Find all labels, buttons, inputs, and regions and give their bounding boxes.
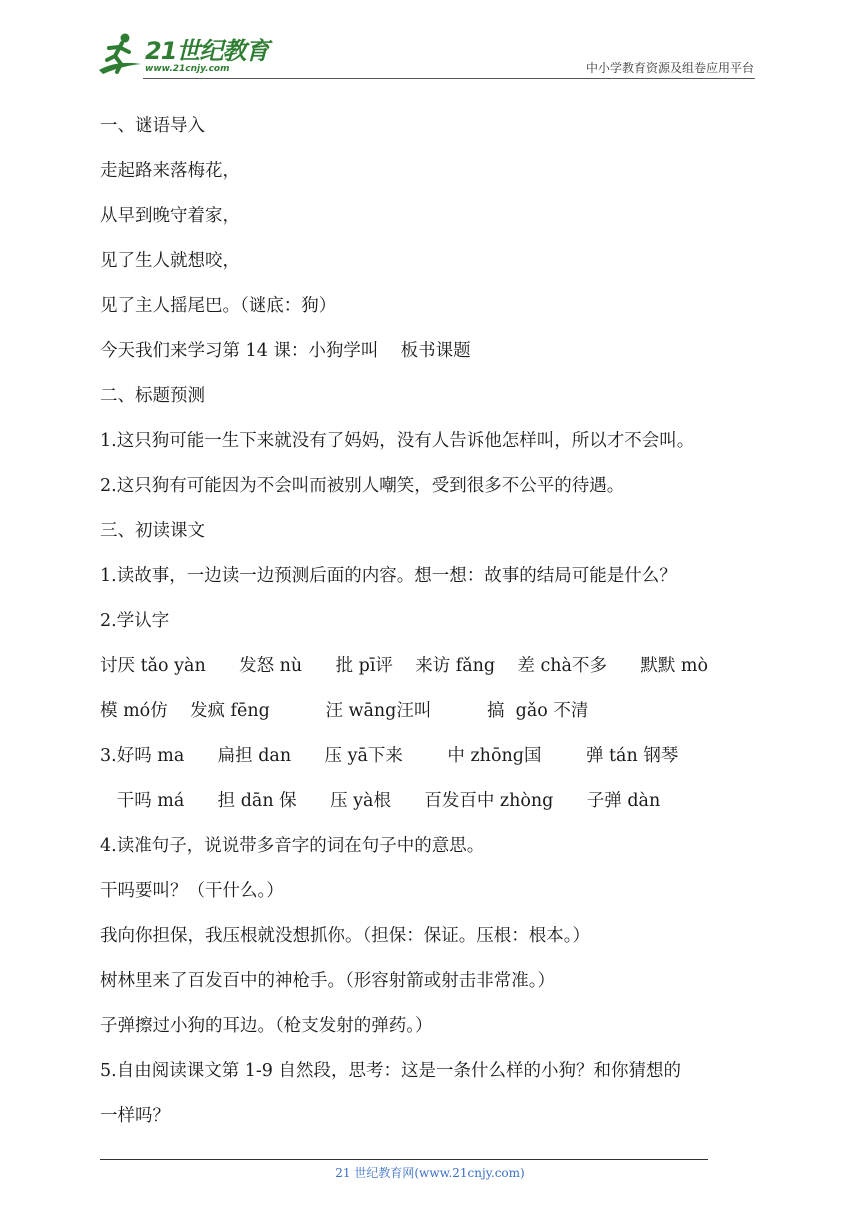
pinyin-line: 模 mó仿 发疯 fēng 汪 wāng汪叫 搞 gǎo 不清 xyxy=(100,701,589,721)
document-body xyxy=(100,104,770,1139)
text-line: 子弹擦过小狗的耳边。（枪支发射的弹药。） xyxy=(100,1016,433,1036)
section-heading: 一、谜语导入 xyxy=(100,116,205,136)
platform-name: 中小学教育资源及组卷应用平台 xyxy=(585,61,754,75)
section-heading: 二、标题预测 xyxy=(100,386,205,406)
page-header xyxy=(0,0,860,90)
text-line: 5.自由阅读课文第 1-9 自然段，思考：这是一条什么样的小狗？和你猜想的 xyxy=(100,1061,682,1081)
riddle-line: 见了生人就想咬， xyxy=(100,251,240,271)
text-line: 今天我们来学习第 14 课：小狗学叫 板书课题 xyxy=(100,341,471,361)
pinyin-line: 3.好吗 ma 扁担 dan 压 yā下来 中 zhōnɡ国 弹 tán 钢琴 xyxy=(100,746,679,766)
logo-url: www.21cnjy.com xyxy=(145,64,230,74)
text-line: 1.读故事，一边读一边预测后面的内容。想一想：故事的结局可能是什么？ xyxy=(100,566,677,586)
riddle-line: 走起路来落梅花， xyxy=(100,161,240,181)
pinyin-line: 干吗 má 担 dān 保 压 yà根 百发百中 zhòng 子弹 dàn xyxy=(100,791,661,811)
riddle-line: 见了主人摇尾巴。（谜底：狗） xyxy=(100,296,337,316)
riddle-line: 从早到晚守着家， xyxy=(100,206,240,226)
text-line: 一样吗？ xyxy=(100,1106,170,1126)
logo xyxy=(95,30,269,80)
runner-logo-icon xyxy=(95,30,145,80)
footer-divider xyxy=(100,1159,708,1160)
pinyin-line: 讨厌 tǎo yàn 发怒 nù 批 pī评 来访 fǎng 差 chà不多 默默 mò xyxy=(100,656,709,676)
text-line: 2.学认字 xyxy=(100,611,170,631)
text-line: 2.这只狗有可能因为不会叫而被别人嘲笑，受到很多不公平的待遇。 xyxy=(100,476,625,496)
text-line: 我向你担保，我压根就没想抓你。（担保：保证。压根：根本。） xyxy=(100,926,590,946)
text-line: 树林里来了百发百中的神枪手。（形容射箭或射击非常准。） xyxy=(100,971,555,991)
header-divider xyxy=(143,78,755,79)
text-line: 干吗要叫？（干什么。） xyxy=(100,881,284,901)
text-line: 4.读准句子，说说带多音字的词在句子中的意思。 xyxy=(100,836,485,856)
section-heading: 三、初读课文 xyxy=(100,521,205,541)
text-line: 1.这只狗可能一生下来就没有了妈妈，没有人告诉他怎样叫，所以才不会叫。 xyxy=(100,431,695,451)
footer-link[interactable]: 21 世纪教育网(www.21cnjy.com) xyxy=(335,1166,525,1180)
logo-text: 21世纪教育 xyxy=(145,37,269,65)
